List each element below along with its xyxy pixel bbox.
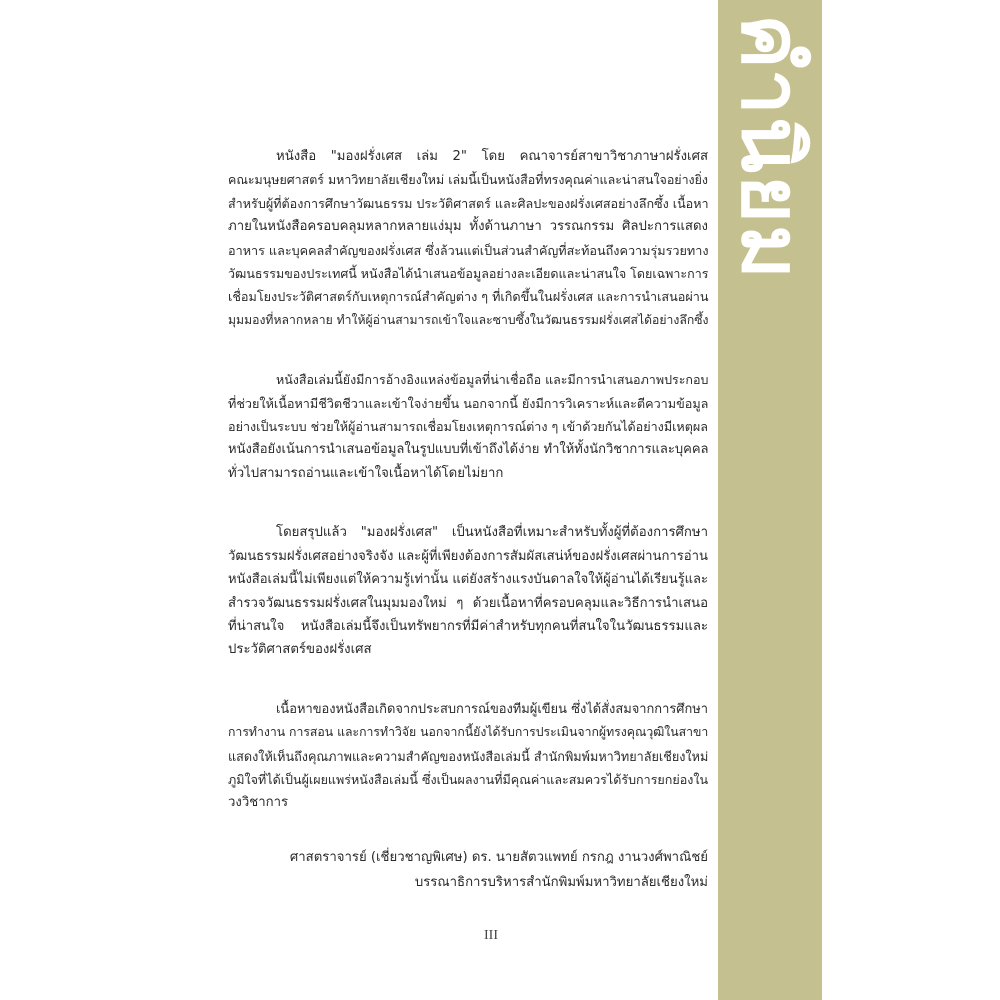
paragraph-line: อาหาร และบุคคลสำคัญของฝรั่งเศส ซึ่งล้วนแต่เป็นส่วนสำคัญที่สะท้อนถึงความรุ่มรวยทาง (228, 242, 709, 258)
paragraph-line: ทั่วไปสามารถอ่านและเข้าใจเนื้อหาได้โดยไม่ยาก (228, 465, 504, 481)
paragraph-line: หนังสือยังเน้นการนำเสนอข้อมูลในรูปแบบที่เข้าถึงได้ง่าย ทำให้ทั้งนักวิชาการและบุคคล (228, 442, 709, 458)
paragraph-line: ภายในหนังสือครอบคลุมหลากหลายแง่มุม ทั้งด้านภาษา วรรณกรรม ศิลปะการแสดง (228, 219, 708, 235)
signature-block (290, 845, 708, 895)
paragraph-line: เชื่อมโยงประวัติศาสตร์กับเหตุการณ์สำคัญต่าง ๆ ที่เกิดขึ้นในฝรั่งเศส และการนำเสนอผ่าน (228, 289, 709, 305)
paragraph-line: แสดงให้เห็นถึงคุณภาพและความสำคัญของหนังสือเล่มนี้ สำนักพิมพ์มหาวิทยาลัยเชียงใหม่ (228, 748, 709, 764)
paragraph-3 (228, 521, 708, 661)
signatory-position: บรรณาธิการบริหารสำนักพิมพ์มหาวิทยาลัยเชียงใหม่ (414, 875, 708, 890)
side-title: คำนิยม (725, 14, 816, 282)
paragraph-line: ประวัติศาสตร์ของฝรั่งเศส (228, 642, 372, 658)
paragraph-line: หนังสือเล่มนี้ยังมีการอ้างอิงแหล่งข้อมูลที่น่าเชื่อถือ และมีการนำเสนอภาพประกอบ (276, 372, 709, 388)
paragraph-line: วัฒนธรรมฝรั่งเศสอย่างจริงจัง และผู้ที่เพียงต้องการสัมผัสเสน่ห์ของฝรั่งเศสผ่านการอ่าน (228, 548, 708, 564)
paragraph-line: อย่างเป็นระบบ ช่วยให้ผู้อ่านสามารถเชื่อมโยงเหตุการณ์ต่าง ๆ เข้าด้วยกันได้อย่างมีเหตุผล (228, 419, 709, 435)
paragraph-line: หนังสือเล่มนี้ไม่เพียงแต่ให้ความรู้เท่านั้น แต่ยังสร้างแรงบันดาลใจให้ผู้อ่านได้เรียนรู้และ (228, 572, 708, 588)
paragraph-line: เนื้อหาของหนังสือเกิดจากประสบการณ์ของทีมผู้เขียน ซึ่งได้สั่งสมจากการศึกษา (276, 701, 708, 717)
paragraph-line: ที่ช่วยให้เนื้อหามีชีวิตชีวาและเข้าใจง่ายขึ้น นอกจากนี้ ยังมีการวิเคราะห์และตีความข้อมูล (228, 395, 709, 411)
paragraph-line: ที่น่าสนใจ หนังสือเล่มนี้จึงเป็นทรัพยากรที่มีค่าสำหรับทุกคนที่สนใจในวัฒนธรรมและ (228, 618, 708, 634)
paragraph-line: วงวิชาการ (228, 795, 289, 811)
paragraph-line: มุมมองที่หลากหลาย ทำให้ผู้อ่านสามารถเข้าใจและซาบซึ้งในวัฒนธรรมฝรั่งเศสได้อย่างลึกซึ้ง (228, 312, 709, 327)
paragraph-line: สำรวจวัฒนธรรมฝรั่งเศสในมุมมองใหม่ ๆ ด้วยเนื้อหาที่ครอบคลุมและวิธีการนำเสนอ (228, 595, 708, 611)
paragraph-line: ภูมิใจที่ได้เป็นผู้เผยแพร่หนังสือเล่มนี้ ซึ่งเป็นผลงานที่มีคุณค่าและสมควรได้รับการยกย่องใน (228, 771, 709, 787)
paragraph-line: สำหรับผู้ที่ต้องการศึกษาวัฒนธรรม ประวัติศาสตร์ และศิลปะของฝรั่งเศสอย่างลึกซึ้ง เนื้อหา (228, 195, 709, 211)
foreword-body (228, 145, 708, 851)
page-number: III (484, 928, 498, 943)
paragraph-1 (228, 145, 708, 332)
side-band (718, 0, 822, 1000)
paragraph-line: คณะมนุษยศาสตร์ มหาวิทยาลัยเชียงใหม่ เล่มนี้เป็นหนังสือที่ทรงคุณค่าและน่าสนใจอย่างยิ่ง (228, 172, 708, 188)
paragraph-line: โดยสรุปแล้ว "มองฝรั่งเศส" เป็นหนังสือที่เหมาะสำหรับทั้งผู้ที่ต้องการศึกษา (276, 525, 708, 541)
paragraph-line: วัฒนธรรมของประเทศนี้ หนังสือได้นำเสนอข้อมูลอย่างละเอียดและน่าสนใจ โดยเฉพาะการ (228, 266, 709, 282)
signatory-name: ศาสตราจารย์ (เชี่ยวชาญพิเศษ) ดร. นายสัตวแพทย์ กรกฎ งานวงศ์พาณิชย์ (289, 850, 708, 865)
paragraph-line: หนังสือ "มองฝรั่งเศส เล่ม 2" โดย คณาจารย์สาขาวิชาภาษาฝรั่งเศส (276, 149, 708, 164)
paragraph-4 (228, 698, 708, 815)
paragraph-line: การทำงาน การสอน และการทำวิจัย นอกจากนี้ยังได้รับการประเมินจากผู้ทรงคุณวุฒิในสาขา (228, 725, 709, 740)
paragraph-2 (228, 368, 708, 485)
